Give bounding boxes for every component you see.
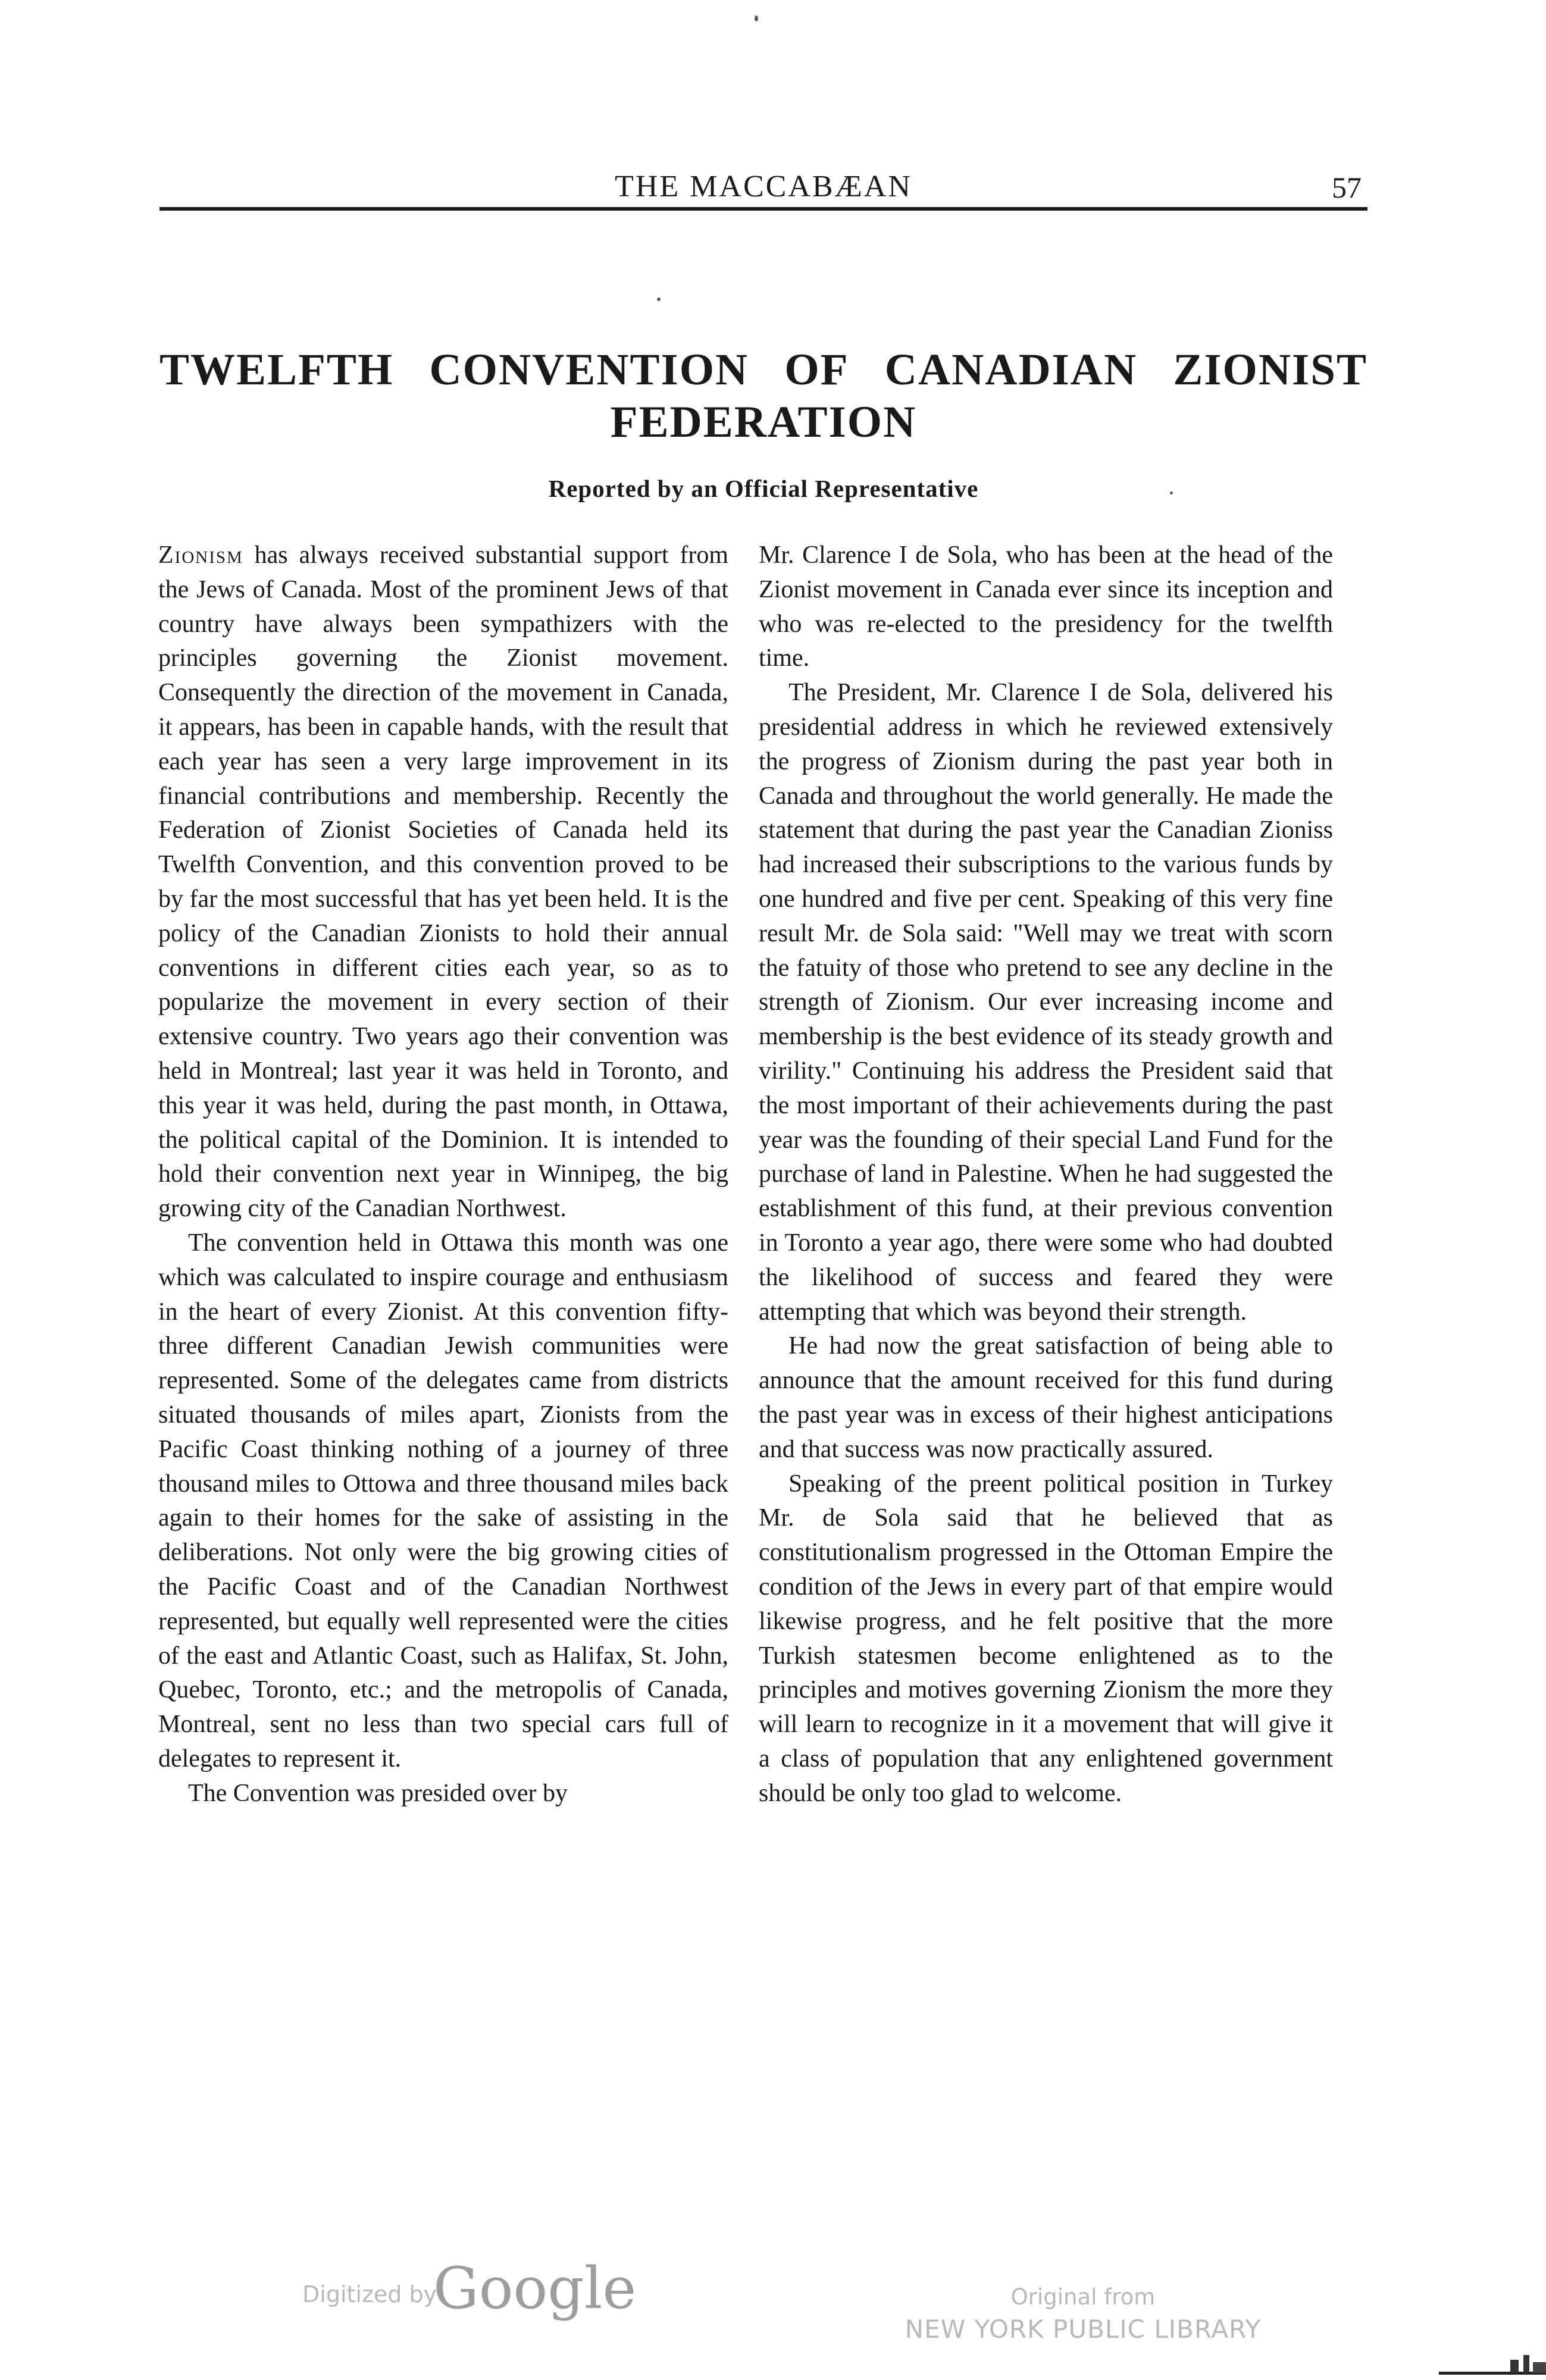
right-column bbox=[759, 538, 1333, 1811]
title-word: TWELFTH bbox=[159, 345, 394, 394]
left-column bbox=[158, 538, 728, 1811]
library-name: NEW YORK PUBLIC LIBRARY bbox=[905, 2315, 1262, 2344]
title-word: OF bbox=[784, 345, 849, 394]
digitized-by-text: Digitized by bbox=[302, 2281, 437, 2307]
paragraph: The President, Mr. Clarence I de Sola, delivered his presidential address in which he reviewed extensively the progress of Zionism during the past year both in Canada and throughout the world generally. He made the statement that during the past year the Canadian Zioniss had increased their subscriptions to the various funds by one hundred and five per cent. Speaking of this very fine result Mr. de Sola said: "Well may we treat with scorn the fatuity of those who pretend to see any decline in the strength of Zionism. Our ever increasing income and membership is the best evidence of its steady growth and virility." Continuing his address the President said that the most important of their achievements during the past year was the founding of their special Land Fund for the purchase of land in Palestine. When he had suggested the establishment of this fund, at their previous convention in Toronto a year ago, there were some who had doubted the likelihood of success and feared they were attempting that which was beyond their strength. bbox=[759, 679, 1333, 1326]
source-credit bbox=[905, 2282, 1262, 2347]
paragraph: Mr. Clarence I de Sola, who has been at the head of the Zionist movement in Canada ever since its inception and who was re-elected to the presidency for the twelfth time. bbox=[759, 541, 1333, 672]
lead-word: Zionism bbox=[158, 541, 243, 569]
google-logo: Google bbox=[433, 2255, 637, 2322]
title-word: ZIONIST bbox=[1173, 345, 1367, 394]
article-title-line-1 bbox=[159, 344, 1367, 396]
page-number: 57 bbox=[1332, 171, 1362, 204]
paragraph-text: has always received substantial support from the Jews of Canada. Most of the prominent Jews of that country have always been sympathizers with the principles governing the Zionist movement. Consequently the direction of the movement in Canada, it appears, has been in capable hands, with the result that each year has seen a very large improvement in its financial contributions and membership. Recently the Federation of Zionist Societies of Canada held its Twelfth Convention, and this convention proved to be by far the most successful that has yet been held. It is the policy of the Canadian Zionists to hold their annual conventions in different cities each year, so as to popularize the movement in every section of their extensive country. Two years ago their convention was held in Montreal; last year it was held in Toronto, and this year it was held, during the past month, in Ottawa, the political capital of the Dominion. It is intended to hold their convention next year in Winnipeg, the big growing city of the Canadian Northwest. bbox=[158, 541, 728, 1223]
paragraph bbox=[158, 538, 728, 1226]
title-word: CANADIAN bbox=[884, 345, 1138, 394]
paragraph: He had now the great satisfaction of being able to announce that the amount received for this fund during the past year was in excess of their highest anticipations and that success was now practically assured. bbox=[759, 1332, 1333, 1463]
paragraph: The Convention was presided over by bbox=[188, 1779, 568, 1807]
article-title-line-2: FEDERATION bbox=[610, 397, 917, 447]
original-from-text: Original from bbox=[1010, 2284, 1156, 2310]
article-title bbox=[159, 344, 1367, 449]
paragraph: Speaking of the preent political position in Turkey Mr. de Sola said that he believed that as constitutionalism progressed in the Ottoman Empire the condition of the Jews in every part of that empire would likewise progress, and he felt positive that the more Turkish statesmen become enlightened as to the principles and motives governing Zionism the more they will learn to recognize in it a movement that will give it a class of population that any enlightened government should be only too glad to welcome. bbox=[759, 1470, 1333, 1807]
scan-speck bbox=[1170, 491, 1173, 494]
scan-speck bbox=[755, 15, 758, 21]
byline: Reported by an Official Representative bbox=[548, 475, 979, 502]
journal-title: THE MACCABÆAN bbox=[615, 170, 912, 203]
title-word: CONVENTION bbox=[429, 345, 749, 394]
scan-edge-artifact bbox=[1421, 2338, 1546, 2380]
paragraph: The convention held in Ottawa this month was one which was calculated to inspire courage and enthusiasm in the heart of every Zionist. At this convention fifty-three different Canadian Jewish communities were represented. Some of the delegates came from districts situated thousands of miles apart, Zionists from the Pacific Coast thinking nothing of a journey of three thousand miles to Ottowa and three thousand miles back again to their homes for the sake of assisting in the deliberations. Not only were the big growing cities of the Pacific Coast and of the Canadian Northwest represented, but equally well represented were the cities of the east and Atlantic Coast, such as Halifax, St. John, Quebec, Toronto, etc.; and the metropolis of Canada, Montreal, sent no less than two special cars full of delegates to represent it. bbox=[158, 1229, 728, 1773]
scan-speck bbox=[657, 298, 661, 301]
header-rule bbox=[159, 207, 1367, 211]
running-head bbox=[159, 161, 1367, 214]
